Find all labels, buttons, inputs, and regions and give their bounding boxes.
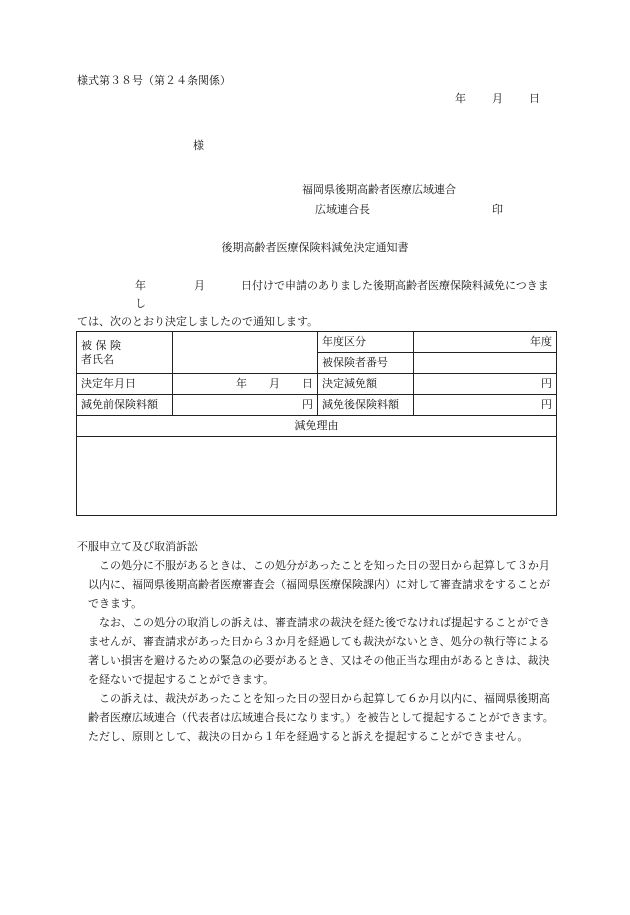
appeal-section bbox=[77, 537, 557, 746]
intro-month: 月 bbox=[194, 279, 205, 292]
issue-date bbox=[455, 92, 540, 105]
premium-before-label: 減免前保険料額 bbox=[77, 395, 173, 416]
appeal-paragraph: この訴えは、裁決があったことを知った日の翌日から起算して６か月以内に、福岡県後期高齢者医療広域連合（代表者は広域連合長になります。）を被告として提起することができます。ただし、原則として、裁決の日から１年を経過すると訴えを提起することができません。 bbox=[88, 692, 554, 743]
appeal-paragraph: なお、この処分の取消しの訴えは、審査請求の裁決を経た後でなければ提起することができませんが、審査請求があった日から３か月を経過しても裁決がないとき、処分の執行等による著しい損害を避けるための緊急の必要があるとき、又はその他正当な理由があるときは、裁決を経ないで提起することができます。 bbox=[88, 616, 550, 686]
date-day: 日 bbox=[529, 92, 540, 105]
fiscal-year-label: 年度区分 bbox=[318, 332, 414, 353]
decision-date-label: 決定年月日 bbox=[77, 374, 173, 395]
decision-date-value[interactable]: 年 月 日 bbox=[173, 374, 318, 395]
issuer-organization: 福岡県後期高齢者医療広域連合 bbox=[302, 183, 456, 196]
premium-before-value[interactable]: 円 bbox=[173, 395, 318, 416]
fiscal-year-value[interactable]: 年度 bbox=[414, 332, 557, 353]
reason-value[interactable] bbox=[77, 437, 557, 516]
premium-after-label: 減免後保険料額 bbox=[318, 395, 414, 416]
seal-mark: 印 bbox=[492, 203, 503, 216]
form-number: 様式第３８号（第２４条関係） bbox=[77, 74, 231, 87]
intro-line1: 日付けで申請のありました後期高齢者医療保険料減免につきまし bbox=[135, 279, 549, 310]
appeal-paragraph: この処分に不服があるときは、この処分があったことを知った日の翌日から起算して３か月以内に、福岡県後期高齢者医療審査会（福岡県医療保険課内）に対して審査請求をすることができます。 bbox=[88, 559, 550, 610]
addressee-honorific: 様 bbox=[193, 139, 204, 152]
insured-number-label: 被保険者番号 bbox=[318, 353, 414, 374]
insured-name-label: 被 保 険 者氏名 bbox=[77, 332, 173, 374]
premium-after-value[interactable]: 円 bbox=[414, 395, 557, 416]
appeal-heading: 不服申立て及び取消訴訟 bbox=[77, 540, 198, 553]
issuer-chief: 広域連合長 bbox=[315, 203, 370, 216]
intro-year: 年 bbox=[135, 279, 146, 292]
notice-form-table bbox=[76, 331, 557, 516]
reason-label: 減免理由 bbox=[77, 416, 557, 437]
insured-number-value[interactable] bbox=[414, 353, 557, 374]
reduction-amount-value[interactable]: 円 bbox=[414, 374, 557, 395]
date-year: 年 bbox=[455, 92, 466, 105]
intro-text bbox=[77, 277, 555, 331]
insured-name-value[interactable] bbox=[173, 332, 318, 374]
reduction-amount-label: 決定減免額 bbox=[318, 374, 414, 395]
document-title: 後期高齢者医療保険料減免決定通知書 bbox=[221, 241, 409, 254]
date-month: 月 bbox=[492, 92, 503, 105]
intro-line2: ては、次のとおり決定しましたので通知します。 bbox=[77, 315, 319, 328]
